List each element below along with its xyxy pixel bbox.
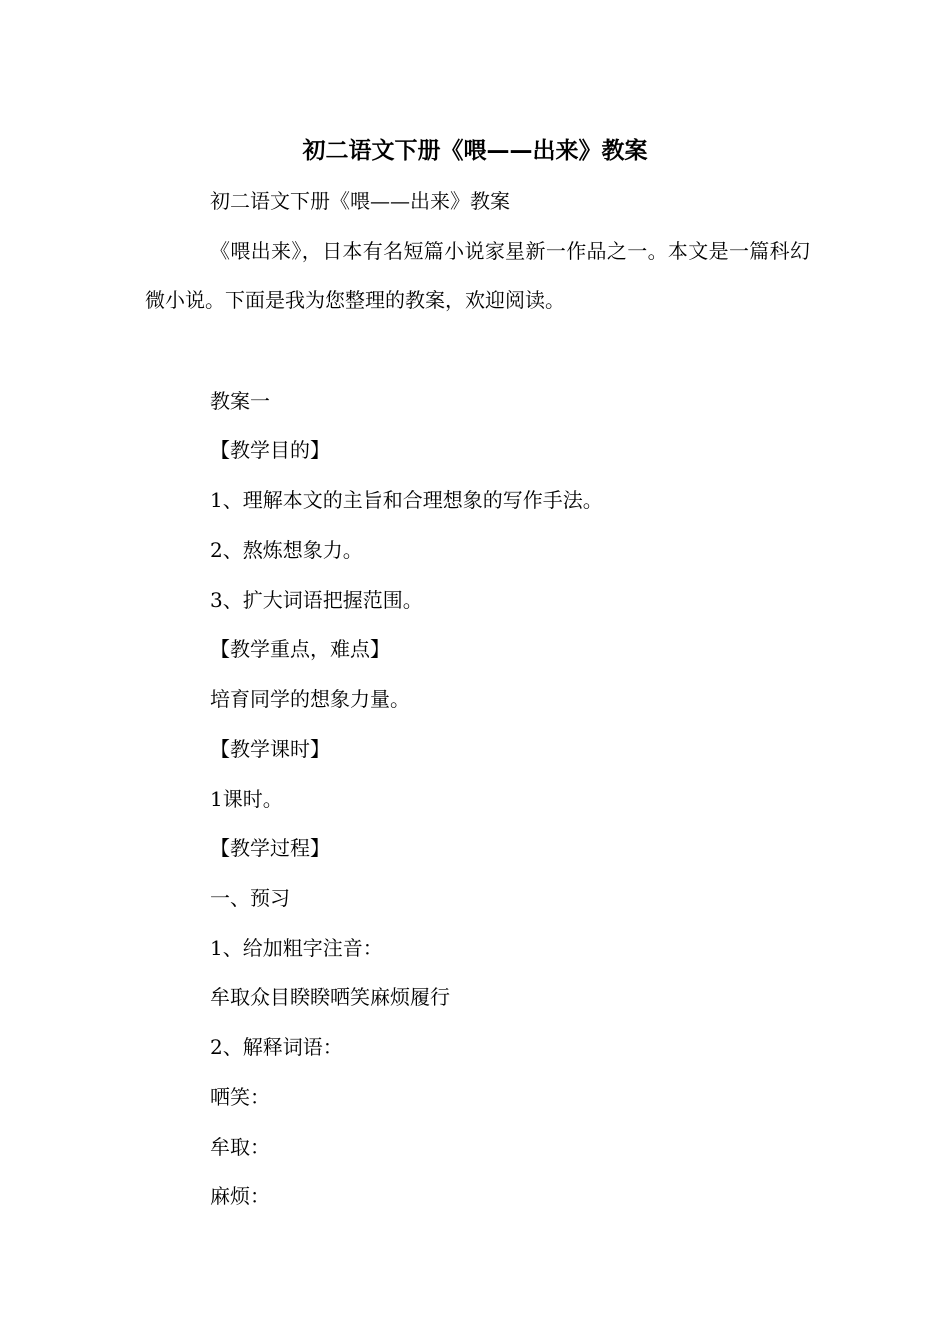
heading-class-hours: 【教学课时】 (210, 737, 330, 761)
class-hours-text: 1课时。 (210, 787, 283, 811)
section-heading-lesson-one: 教案一 (210, 389, 270, 413)
heading-key-points: 【教学重点，难点】 (210, 637, 390, 661)
intro-paragraph: 《喂出来》，日本有名短篇小说家星新一作品之一。本文是一篇科幻微小说。下面是我为您整理的教案，欢迎阅读。 (145, 239, 810, 312)
document-title: 初二语文下册《喂——出来》教案 (302, 138, 648, 164)
goal-item-3: 3、扩大词语把握范围。 (210, 588, 423, 612)
preview-item-2: 2、解释词语： (210, 1035, 343, 1059)
vocab-item-3: 麻烦： (210, 1184, 270, 1208)
preview-item-1: 1、给加粗字注音： (210, 936, 383, 960)
goal-item-1: 1、理解本文的主旨和合理想象的写作手法。 (210, 488, 603, 512)
vocab-item-2: 牟取： (210, 1135, 270, 1159)
pronunciation-words: 牟取众目睽睽哂笑麻烦履行 (210, 985, 450, 1009)
vocab-item-1: 哂笑： (210, 1085, 270, 1109)
heading-teaching-process: 【教学过程】 (210, 836, 330, 860)
document-subtitle: 初二语文下册《喂——出来》教案 (210, 189, 510, 213)
goal-item-2: 2、熬炼想象力。 (210, 538, 363, 562)
key-points-text: 培育同学的想象力量。 (210, 687, 410, 711)
heading-teaching-goals: 【教学目的】 (210, 438, 330, 462)
step-preview: 一、预习 (210, 886, 290, 910)
